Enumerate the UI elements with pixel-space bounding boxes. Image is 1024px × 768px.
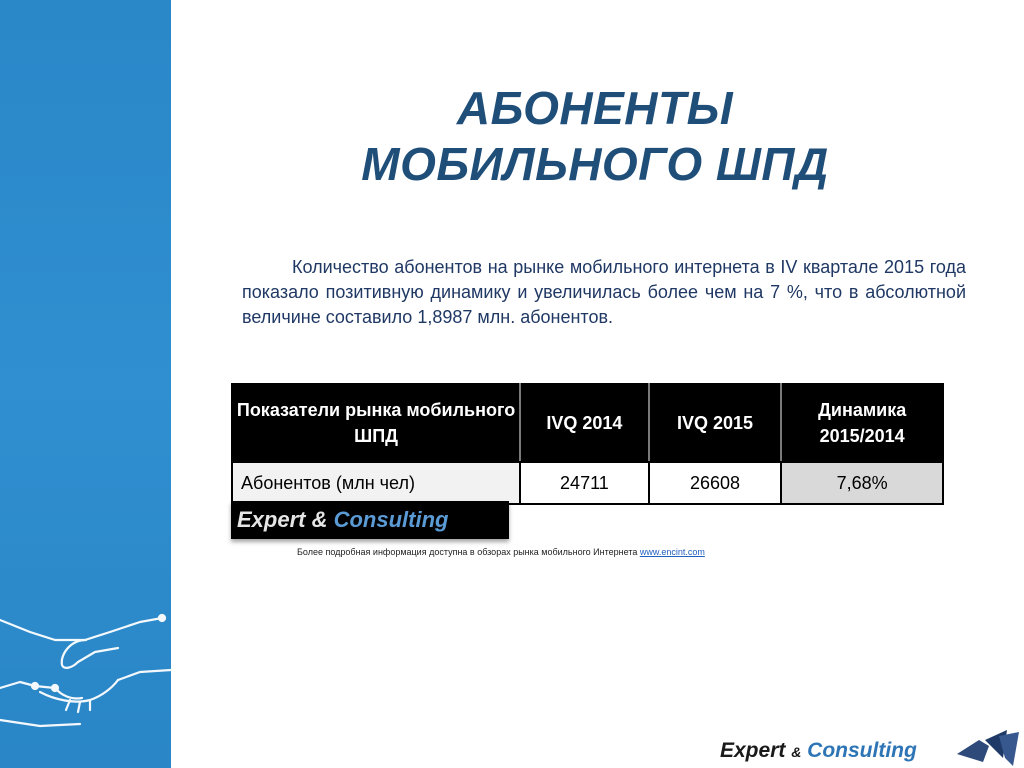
header-ivq-2014: IVQ 2014 [520,384,649,462]
footnote-text: Более подробная информация доступна в обзорах рынка мобильного Интернета [297,547,640,557]
cell-indicator: Абонентов (млн чел) [232,462,520,504]
slide-title [300,80,890,192]
logo-word-expert: Expert [720,739,786,762]
table-row [232,462,943,504]
title-line-1: АБОНЕНТЫ [456,82,734,134]
handshake-icon [0,600,171,730]
cell-ivq-2014: 24711 [520,462,649,504]
footnote [297,547,705,557]
summary-paragraph: Количество абонентов на рынке мобильного интернета в IV квартале 2015 года показало позитивную динамику и увеличилась более чем на 7 %, что в абсолютной величине составило 1,8987 млн. абонентов. [242,257,966,327]
logo-mark-icon [955,728,1021,768]
header-ivq-2015: IVQ 2015 [649,384,782,462]
footnote-link[interactable]: www.encint.com [639,547,705,557]
logo-word-consulting: Consulting [807,739,917,762]
title-line-2: МОБИЛЬНОГО ШПД [361,138,829,190]
header-dynamics: Динамика 2015/2014 [781,384,943,462]
table-header-row [232,384,943,462]
expert-consulting-banner [231,501,509,539]
cell-ivq-2015: 26608 [649,462,782,504]
footer-logo-text [720,739,917,763]
header-indicator: Показатели рынка мобильного ШПД [232,384,520,462]
market-indicators-table [231,383,944,505]
banner-word-expert: Expert & [237,507,328,532]
logo-ampersand: & [791,744,802,760]
banner-word-consulting: Consulting [333,507,449,532]
left-sidebar-band [0,0,171,768]
cell-dynamics: 7,68% [781,462,943,504]
